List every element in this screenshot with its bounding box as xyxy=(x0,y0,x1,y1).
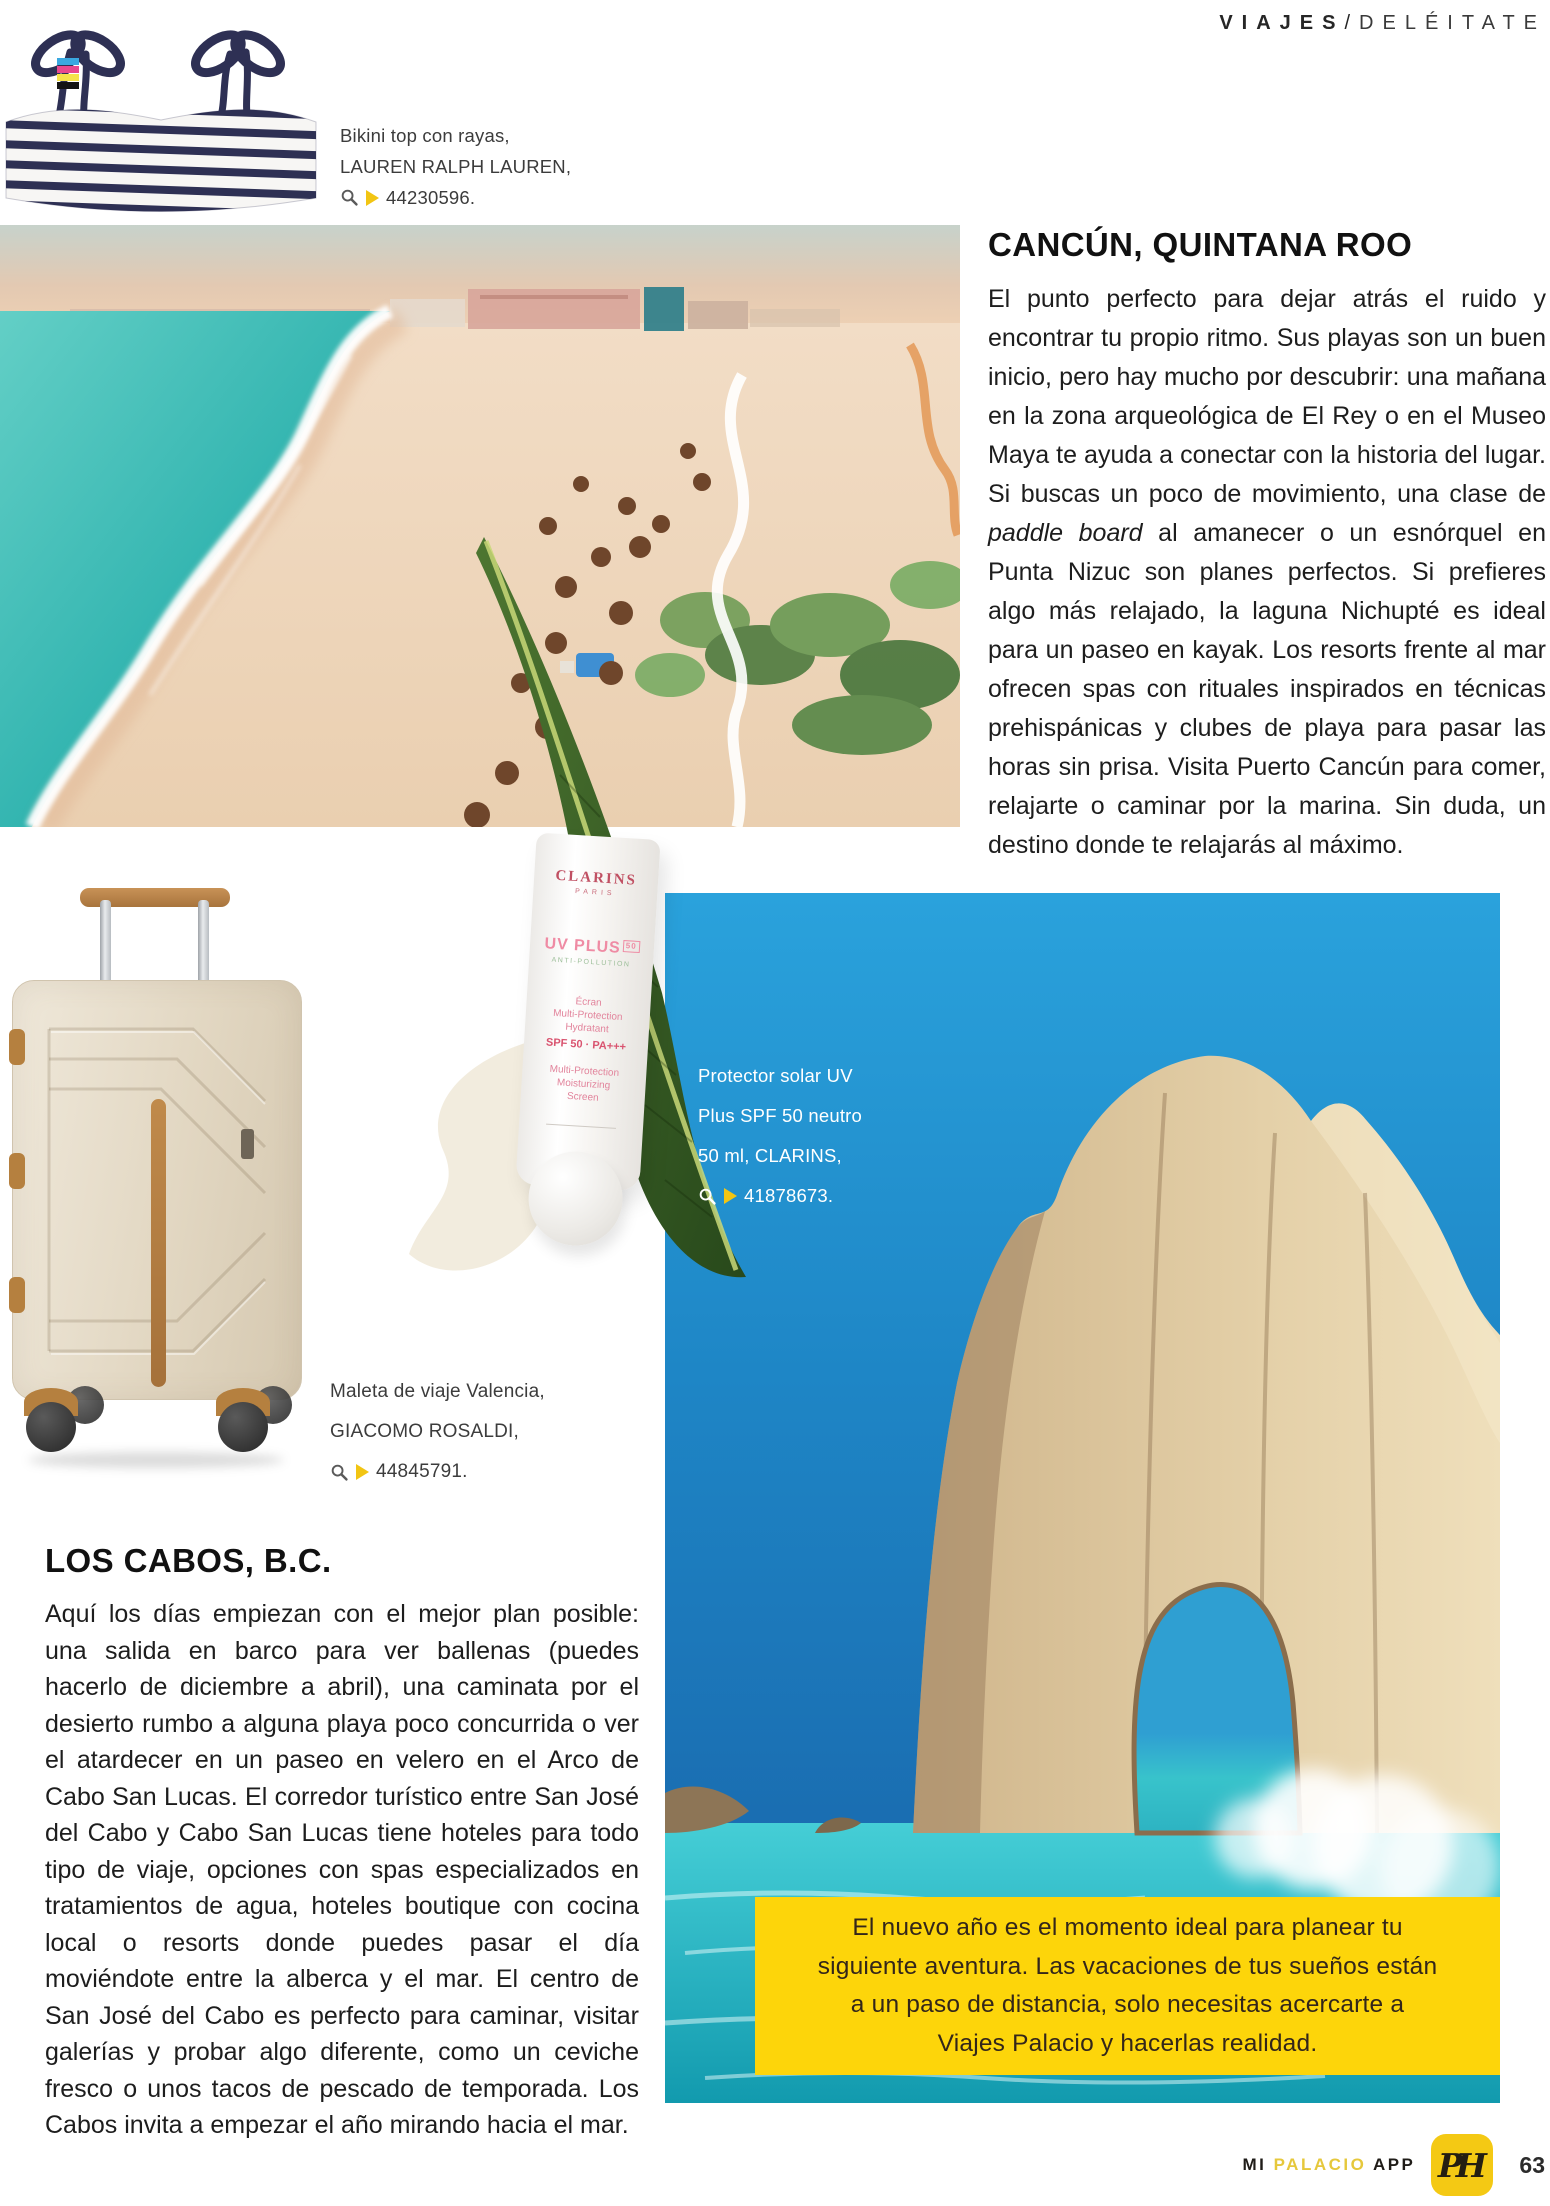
suitcase-shell xyxy=(12,980,302,1400)
los-cabos-article xyxy=(45,1542,639,2144)
caption-line: Maleta de viaje Valencia, xyxy=(330,1381,545,1402)
suitcase-handle-bar xyxy=(100,900,111,984)
suitcase-wheel xyxy=(218,1402,268,1452)
italic-phrase: paddle board xyxy=(988,519,1143,547)
caption-line: Plus SPF 50 neutro xyxy=(698,1105,863,1126)
clarins-city: PARIS xyxy=(574,887,616,898)
cancun-article xyxy=(988,226,1546,865)
section-subtitle: DELÉITATE xyxy=(1359,12,1546,34)
bikini-illustration xyxy=(0,0,322,218)
promo-line: Viajes Palacio y hacerlas realidad. xyxy=(937,2029,1318,2057)
bikini-product-image xyxy=(0,0,322,218)
clarins-description: Écran Multi-Protection Hydratant xyxy=(552,996,623,1036)
section-header xyxy=(1219,12,1546,35)
black-bar xyxy=(57,82,79,89)
yellow-triangle-icon xyxy=(356,1464,369,1480)
cancun-body: El punto perfecto para dejar atrás el ruido y encontrar tu propio ritmo. Sus playas son un buen inicio, pero hay mucho por descubrir: una mañana en la zona arqueológica de El Rey o en el Museo Maya te ayuda a conectar con la historia del lugar. Si buscas un poco de movimiento, una clase de paddle board al amanecer o un esnórquel en Punta Nizuc son planes perfectos. Si prefieres algo más relajado, la laguna Nichupté es ideal para un paseo en kayak. Los resorts frente al mar ofrecen spas con rituales inspirados en técnicas prehispánicas y clubes de playa para pasar las horas sin prisa. Visita Puerto Cancún para comer, relajarte o caminar por la marina. Sin duda, un destino donde te relajarás al máximo. xyxy=(988,285,1546,859)
ph-monogram: PH xyxy=(1437,2145,1480,2185)
yellow-triangle-icon xyxy=(366,190,379,206)
clarins-brand: CLARINS xyxy=(555,867,638,889)
footer-palacio: PALACIO xyxy=(1273,2155,1367,2174)
suitcase-trim-tab xyxy=(9,1029,25,1065)
suitcase-caption xyxy=(330,1372,545,1492)
caption-line: Protector solar UV xyxy=(698,1065,853,1086)
sku-number: 44230596. xyxy=(386,187,476,208)
palacio-app-icon[interactable] xyxy=(1431,2134,1493,2196)
suitcase-handle-bar xyxy=(198,900,209,984)
caption-line: 50 ml, CLARINS, xyxy=(698,1145,842,1166)
sunscreen-sku-row[interactable] xyxy=(698,1176,862,1216)
suitcase-wheel xyxy=(26,1402,76,1452)
suitcase-center-stripe xyxy=(151,1099,166,1387)
bikini-caption xyxy=(340,120,571,213)
los-cabos-body: Aquí los días empiezan con el mejor plan posible: una salida en barco para ver ballenas (puedes hacerlo de diciembre a abril), una caminata por el desierto rumbo a alguna playa poco concurrida o ver el atardecer en un paseo en velero en el Arco de Cabo San Lucas. El corredor turístico entre San José del Cabo y Cabo San Lucas tiene hoteles para todo tipo de viaje, opciones con spas especializados en tratamientos de agua, hoteles boutique con cocina local o resorts donde puedes pasar el día moviéndote entre la alberca y el mar. El centro de San José del Cabo es perfecto para caminar, visitar galerías y probar algo diferente, como un ceviche fresco o unos tacos de pescado de temporada. Los Cabos invita a empezar el año mirando hacia el mar. xyxy=(45,1600,639,2139)
search-icon xyxy=(340,188,359,207)
sunscreen-caption xyxy=(698,1056,862,1216)
promo-line: El nuevo año es el momento ideal para planear tu xyxy=(852,1914,1403,1941)
footer xyxy=(1242,2134,1545,2196)
page-number: 63 xyxy=(1519,2151,1545,2178)
clarins-subline: ANTI-POLLUTION xyxy=(551,956,631,969)
suitcase-sku-row[interactable] xyxy=(330,1452,545,1492)
yellow-triangle-icon xyxy=(724,1188,737,1204)
label-divider xyxy=(546,1124,616,1129)
suitcase-trim-tab xyxy=(9,1277,25,1313)
cyan-bar xyxy=(57,58,79,65)
clarins-spf-line: SPF 50 · PA+++ xyxy=(545,1036,627,1054)
cancun-title: CANCÚN, QUINTANA ROO xyxy=(988,226,1413,263)
suitcase-trim-tab xyxy=(9,1153,25,1189)
suitcase-shadow xyxy=(28,1452,284,1468)
promo-line: a un paso de distancia, solo necesitas acercarte a xyxy=(850,1991,1405,2018)
sunscreen-product-image xyxy=(515,833,660,1192)
print-registration-mark xyxy=(57,58,79,90)
search-icon xyxy=(330,1463,349,1482)
magenta-bar xyxy=(57,66,79,73)
promo-box xyxy=(755,1897,1500,2075)
caption-line: LAUREN RALPH LAUREN, xyxy=(340,156,572,177)
search-icon xyxy=(698,1187,717,1206)
los-cabos-title: LOS CABOS, B.C. xyxy=(45,1542,332,1579)
yellow-bar xyxy=(57,74,79,81)
promo-line: siguiente aventura. Las vacaciones de tus sueños están xyxy=(817,1952,1438,1980)
footer-app-label: MI PALACIO APP xyxy=(1242,2155,1416,2174)
section-separator: / xyxy=(1344,12,1360,34)
clarins-description-en: Multi-Protection Moisturizing Screen xyxy=(549,1063,620,1104)
sku-number: 44845791. xyxy=(376,1461,468,1482)
caption-line: GIACOMO ROSALDI, xyxy=(330,1421,520,1442)
spf-badge: 50 xyxy=(622,940,640,953)
bikini-sku-row[interactable] xyxy=(340,182,571,213)
suitcase-product-image xyxy=(12,888,300,1476)
sku-number: 41878673. xyxy=(744,1185,834,1206)
caption-line: Bikini top con rayas, xyxy=(340,125,510,146)
clarins-range: UV PLUS 50 xyxy=(530,934,655,960)
suitcase-lock xyxy=(241,1129,254,1159)
section-title: VIAJES xyxy=(1219,12,1345,34)
